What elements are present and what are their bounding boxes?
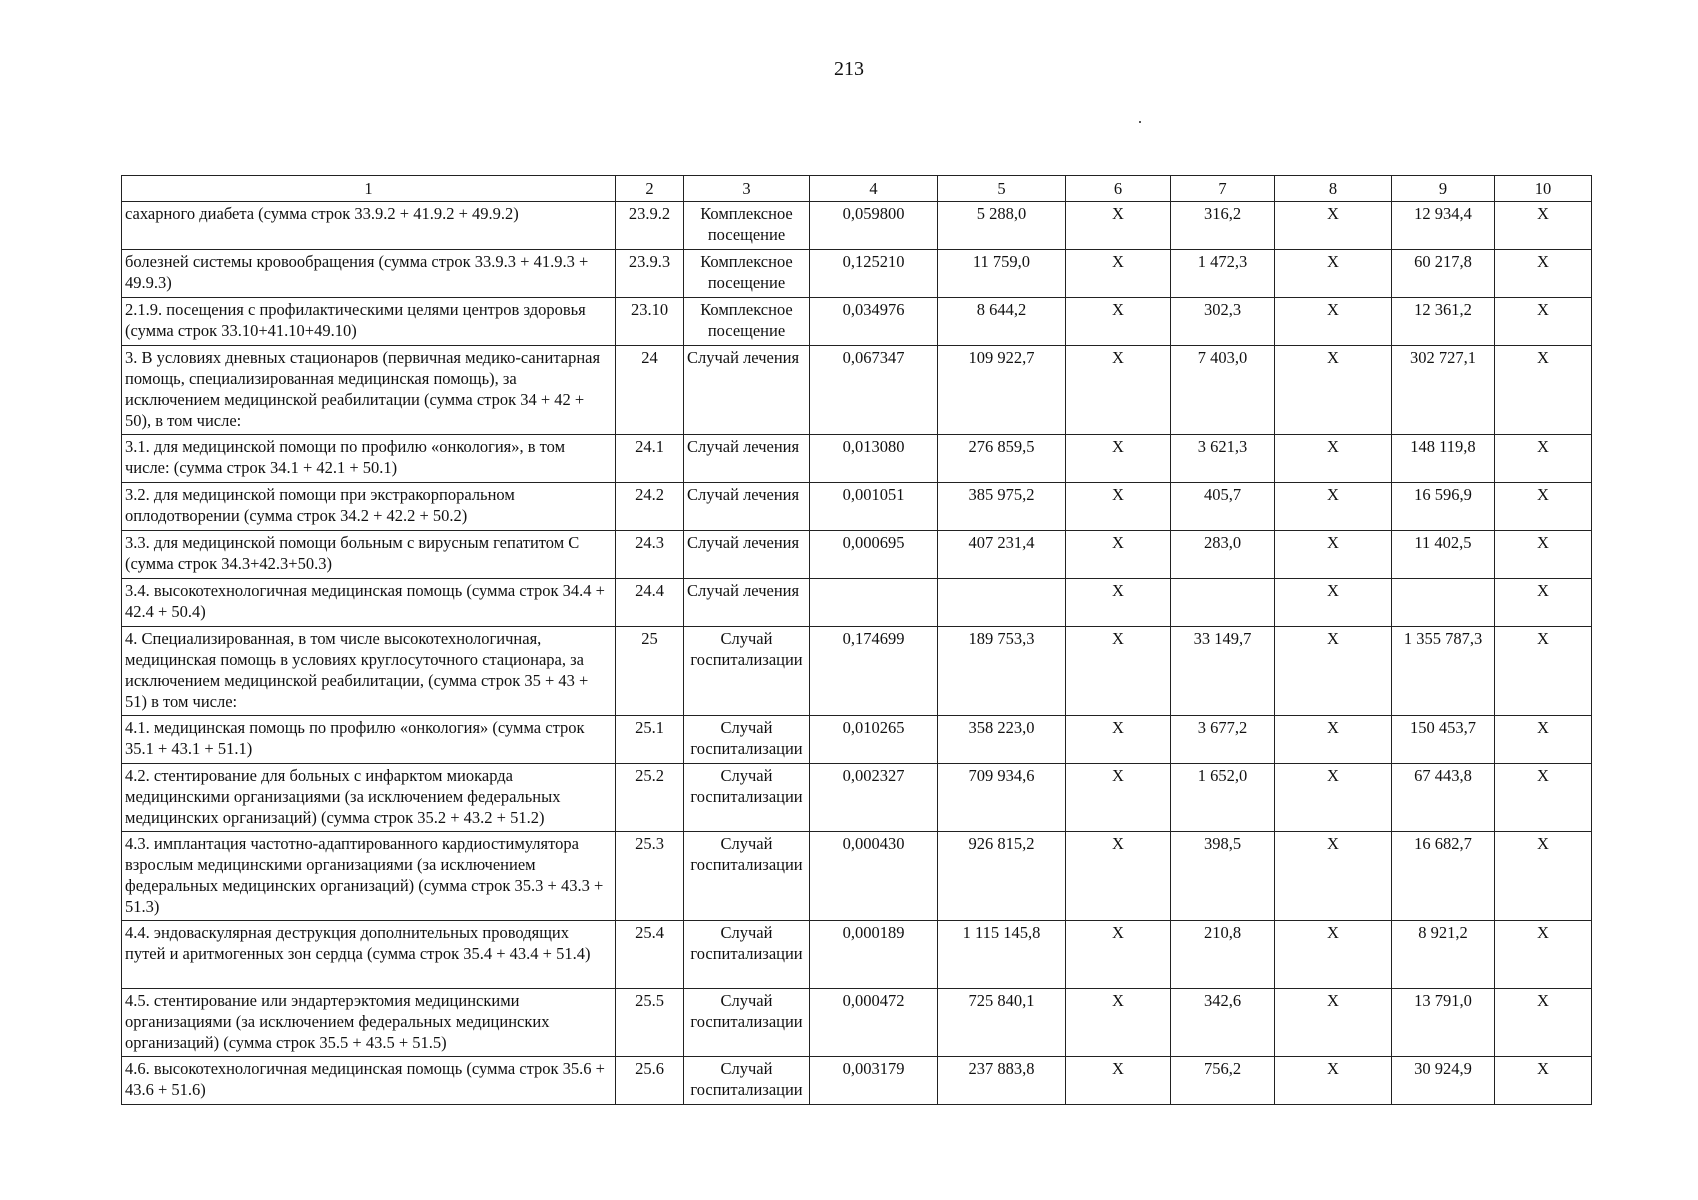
header-cell: 7	[1171, 176, 1275, 202]
row-unit: Комплексное посещение	[684, 250, 810, 298]
table-row	[122, 921, 1592, 989]
header-cell: 1	[122, 176, 616, 202]
cell-col8: X	[1275, 579, 1392, 627]
row-label: 4. Специализированная, в том числе высокотехнологичная, медицинская помощь в условиях круглосуточного стационара, за исключением медицинской реабилитации, (сумма строк 35 + 43 + 51) в том числе:	[122, 627, 616, 716]
cell-col8: X	[1275, 298, 1392, 346]
table-row	[122, 579, 1592, 627]
row-unit: Случай лечения	[684, 435, 810, 483]
cell-col10: X	[1495, 298, 1592, 346]
cell-col5	[938, 579, 1066, 627]
table-row	[122, 832, 1592, 921]
cell-col5: 109 922,7	[938, 346, 1066, 435]
cell-col9: 30 924,9	[1392, 1057, 1495, 1105]
cell-col5: 385 975,2	[938, 483, 1066, 531]
table-row	[122, 1057, 1592, 1105]
cell-col5: 8 644,2	[938, 298, 1066, 346]
row-unit: Случай лечения	[684, 346, 810, 435]
row-unit: Случай лечения	[684, 531, 810, 579]
cell-col7: 7 403,0	[1171, 346, 1275, 435]
cell-col10: X	[1495, 716, 1592, 764]
row-code: 24	[616, 346, 684, 435]
cell-col5: 189 753,3	[938, 627, 1066, 716]
cell-col10: X	[1495, 435, 1592, 483]
cell-col6: X	[1066, 832, 1171, 921]
row-unit: Случай госпитализации	[684, 764, 810, 832]
cell-col10: X	[1495, 921, 1592, 989]
header-cell: 2	[616, 176, 684, 202]
row-unit: Случай лечения	[684, 483, 810, 531]
cell-col6: X	[1066, 989, 1171, 1057]
cell-col8: X	[1275, 921, 1392, 989]
row-code: 23.10	[616, 298, 684, 346]
cell-col9: 16 596,9	[1392, 483, 1495, 531]
cell-col7: 398,5	[1171, 832, 1275, 921]
table-row	[122, 435, 1592, 483]
cell-col6: X	[1066, 1057, 1171, 1105]
row-code: 25.5	[616, 989, 684, 1057]
cell-col5: 926 815,2	[938, 832, 1066, 921]
cell-col7: 405,7	[1171, 483, 1275, 531]
header-cell: 8	[1275, 176, 1392, 202]
header-cell: 10	[1495, 176, 1592, 202]
cell-col7: 33 149,7	[1171, 627, 1275, 716]
table-body	[122, 176, 1592, 1105]
cell-col6: X	[1066, 298, 1171, 346]
row-label: 4.3. имплантация частотно-адаптированного кардиостимулятора взрослым медицинскими организациями (за исключением федеральных медицинских организаций) (сумма строк 35.3 + 43.3 + 51.3)	[122, 832, 616, 921]
cell-col7: 316,2	[1171, 202, 1275, 250]
cell-col9: 67 443,8	[1392, 764, 1495, 832]
cell-col7: 756,2	[1171, 1057, 1275, 1105]
table-row	[122, 483, 1592, 531]
cell-col10: X	[1495, 1057, 1592, 1105]
row-unit: Случай госпитализации	[684, 921, 810, 989]
row-unit: Случай лечения	[684, 579, 810, 627]
cell-col8: X	[1275, 202, 1392, 250]
header-cell: 6	[1066, 176, 1171, 202]
cell-col8: X	[1275, 250, 1392, 298]
cell-col6: X	[1066, 716, 1171, 764]
cell-col4: 0,000430	[810, 832, 938, 921]
cell-col6: X	[1066, 579, 1171, 627]
cell-col8: X	[1275, 832, 1392, 921]
cell-col6: X	[1066, 627, 1171, 716]
cell-col9: 12 934,4	[1392, 202, 1495, 250]
cell-col10: X	[1495, 627, 1592, 716]
cell-col4: 0,003179	[810, 1057, 938, 1105]
cell-col5: 237 883,8	[938, 1057, 1066, 1105]
cell-col10: X	[1495, 989, 1592, 1057]
row-label: 3.3. для медицинской помощи больным с вирусным гепатитом С (сумма строк 34.3+42.3+50.3)	[122, 531, 616, 579]
row-label: 3. В условиях дневных стационаров (первичная медико-санитарная помощь, специализированная медицинская помощь), за исключением медицинской реабилитации (сумма строк 34 + 42 + 50), в том числе:	[122, 346, 616, 435]
cell-col5: 5 288,0	[938, 202, 1066, 250]
cell-col10: X	[1495, 346, 1592, 435]
row-label: 4.5. стентирование или эндартерэктомия медицинскими организациями (за исключением федеральных медицинских организаций) (сумма строк 35.5 + 43.5 + 51.5)	[122, 989, 616, 1057]
cell-col5: 358 223,0	[938, 716, 1066, 764]
cell-col6: X	[1066, 531, 1171, 579]
cell-col4: 0,002327	[810, 764, 938, 832]
cell-col8: X	[1275, 531, 1392, 579]
row-unit: Случай госпитализации	[684, 627, 810, 716]
row-unit: Случай госпитализации	[684, 716, 810, 764]
row-unit: Комплексное посещение	[684, 202, 810, 250]
table-row	[122, 716, 1592, 764]
row-code: 23.9.3	[616, 250, 684, 298]
header-cell: 9	[1392, 176, 1495, 202]
cell-col4: 0,013080	[810, 435, 938, 483]
cell-col7	[1171, 579, 1275, 627]
cell-col6: X	[1066, 202, 1171, 250]
cell-col4: 0,059800	[810, 202, 938, 250]
header-cell: 4	[810, 176, 938, 202]
cell-col4: 0,174699	[810, 627, 938, 716]
cell-col8: X	[1275, 627, 1392, 716]
cell-col7: 3 677,2	[1171, 716, 1275, 764]
page-number: 213	[834, 58, 864, 80]
cell-col4: 0,125210	[810, 250, 938, 298]
table-row	[122, 346, 1592, 435]
cell-col7: 210,8	[1171, 921, 1275, 989]
row-code: 24.2	[616, 483, 684, 531]
row-code: 24.4	[616, 579, 684, 627]
row-code: 24.3	[616, 531, 684, 579]
cell-col5: 1 115 145,8	[938, 921, 1066, 989]
cell-col9: 8 921,2	[1392, 921, 1495, 989]
row-label: 3.4. высокотехнологичная медицинская помощь (сумма строк 34.4 + 42.4 + 50.4)	[122, 579, 616, 627]
cell-col6: X	[1066, 483, 1171, 531]
cell-col9	[1392, 579, 1495, 627]
row-label: 2.1.9. посещения с профилактическими целями центров здоровья (сумма строк 33.10+41.10+49.10)	[122, 298, 616, 346]
cell-col5: 407 231,4	[938, 531, 1066, 579]
cell-col10: X	[1495, 764, 1592, 832]
table-row	[122, 764, 1592, 832]
cell-col5: 11 759,0	[938, 250, 1066, 298]
cell-col10: X	[1495, 531, 1592, 579]
cell-col4: 0,067347	[810, 346, 938, 435]
cell-col9: 148 119,8	[1392, 435, 1495, 483]
row-code: 25.6	[616, 1057, 684, 1105]
cell-col9: 13 791,0	[1392, 989, 1495, 1057]
cell-col5: 709 934,6	[938, 764, 1066, 832]
cell-col8: X	[1275, 1057, 1392, 1105]
cell-col8: X	[1275, 716, 1392, 764]
row-label: 4.6. высокотехнологичная медицинская помощь (сумма строк 35.6 + 43.6 + 51.6)	[122, 1057, 616, 1105]
row-code: 23.9.2	[616, 202, 684, 250]
cell-col8: X	[1275, 435, 1392, 483]
row-label: болезней системы кровообращения (сумма строк 33.9.3 + 41.9.3 + 49.9.3)	[122, 250, 616, 298]
cell-col7: 1 472,3	[1171, 250, 1275, 298]
cell-col4: 0,000189	[810, 921, 938, 989]
cell-col6: X	[1066, 764, 1171, 832]
row-code: 25.3	[616, 832, 684, 921]
cell-col6: X	[1066, 435, 1171, 483]
cell-col7: 283,0	[1171, 531, 1275, 579]
row-unit: Случай госпитализации	[684, 989, 810, 1057]
row-code: 25.1	[616, 716, 684, 764]
header-cell: 3	[684, 176, 810, 202]
table-row	[122, 250, 1592, 298]
cell-col7: 302,3	[1171, 298, 1275, 346]
cell-col7: 1 652,0	[1171, 764, 1275, 832]
header-cell: 5	[938, 176, 1066, 202]
row-code: 25.4	[616, 921, 684, 989]
table-row	[122, 627, 1592, 716]
data-table	[121, 175, 1592, 1105]
cell-col4: 0,001051	[810, 483, 938, 531]
row-unit: Комплексное посещение	[684, 298, 810, 346]
cell-col10: X	[1495, 483, 1592, 531]
cell-col9: 1 355 787,3	[1392, 627, 1495, 716]
cell-col4: 0,010265	[810, 716, 938, 764]
cell-col4: 0,034976	[810, 298, 938, 346]
row-unit: Случай госпитализации	[684, 1057, 810, 1105]
row-label: 3.2. для медицинской помощи при экстракорпоральном оплодотворении (сумма строк 34.2 + 42.2 + 50.2)	[122, 483, 616, 531]
cell-col10: X	[1495, 250, 1592, 298]
row-label: 4.2. стентирование для больных с инфарктом миокарда медицинскими организациями (за исключением федеральных медицинских организаций) (сумма строк 35.2 + 43.2 + 51.2)	[122, 764, 616, 832]
cell-col9: 60 217,8	[1392, 250, 1495, 298]
row-label: 4.1. медицинская помощь по профилю «онкология» (сумма строк 35.1 + 43.1 + 51.1)	[122, 716, 616, 764]
cell-col9: 302 727,1	[1392, 346, 1495, 435]
cell-col4: 0,000695	[810, 531, 938, 579]
header-row	[122, 176, 1592, 202]
cell-col7: 3 621,3	[1171, 435, 1275, 483]
cell-col8: X	[1275, 346, 1392, 435]
row-unit: Случай госпитализации	[684, 832, 810, 921]
cell-col10: X	[1495, 832, 1592, 921]
table-row	[122, 298, 1592, 346]
row-label: 4.4. эндоваскулярная деструкция дополнительных проводящих путей и аритмогенных зон сердца (сумма строк 35.4 + 43.4 + 51.4)	[122, 921, 616, 989]
row-code: 25	[616, 627, 684, 716]
cell-col10: X	[1495, 202, 1592, 250]
table-row	[122, 202, 1592, 250]
row-code: 25.2	[616, 764, 684, 832]
cell-col10: X	[1495, 579, 1592, 627]
cell-col8: X	[1275, 483, 1392, 531]
cell-col5: 725 840,1	[938, 989, 1066, 1057]
cell-col7: 342,6	[1171, 989, 1275, 1057]
table-row	[122, 531, 1592, 579]
cell-col4	[810, 579, 938, 627]
cell-col6: X	[1066, 921, 1171, 989]
scan-speck	[1139, 121, 1141, 123]
cell-col9: 12 361,2	[1392, 298, 1495, 346]
cell-col9: 150 453,7	[1392, 716, 1495, 764]
cell-col4: 0,000472	[810, 989, 938, 1057]
cell-col9: 11 402,5	[1392, 531, 1495, 579]
row-code: 24.1	[616, 435, 684, 483]
row-label: 3.1. для медицинской помощи по профилю «онкология», в том числе: (сумма строк 34.1 + 42.1 + 50.1)	[122, 435, 616, 483]
cell-col6: X	[1066, 250, 1171, 298]
cell-col9: 16 682,7	[1392, 832, 1495, 921]
cell-col8: X	[1275, 764, 1392, 832]
cell-col5: 276 859,5	[938, 435, 1066, 483]
table-row	[122, 989, 1592, 1057]
cell-col8: X	[1275, 989, 1392, 1057]
cell-col6: X	[1066, 346, 1171, 435]
row-label: сахарного диабета (сумма строк 33.9.2 + 41.9.2 + 49.9.2)	[122, 202, 616, 250]
